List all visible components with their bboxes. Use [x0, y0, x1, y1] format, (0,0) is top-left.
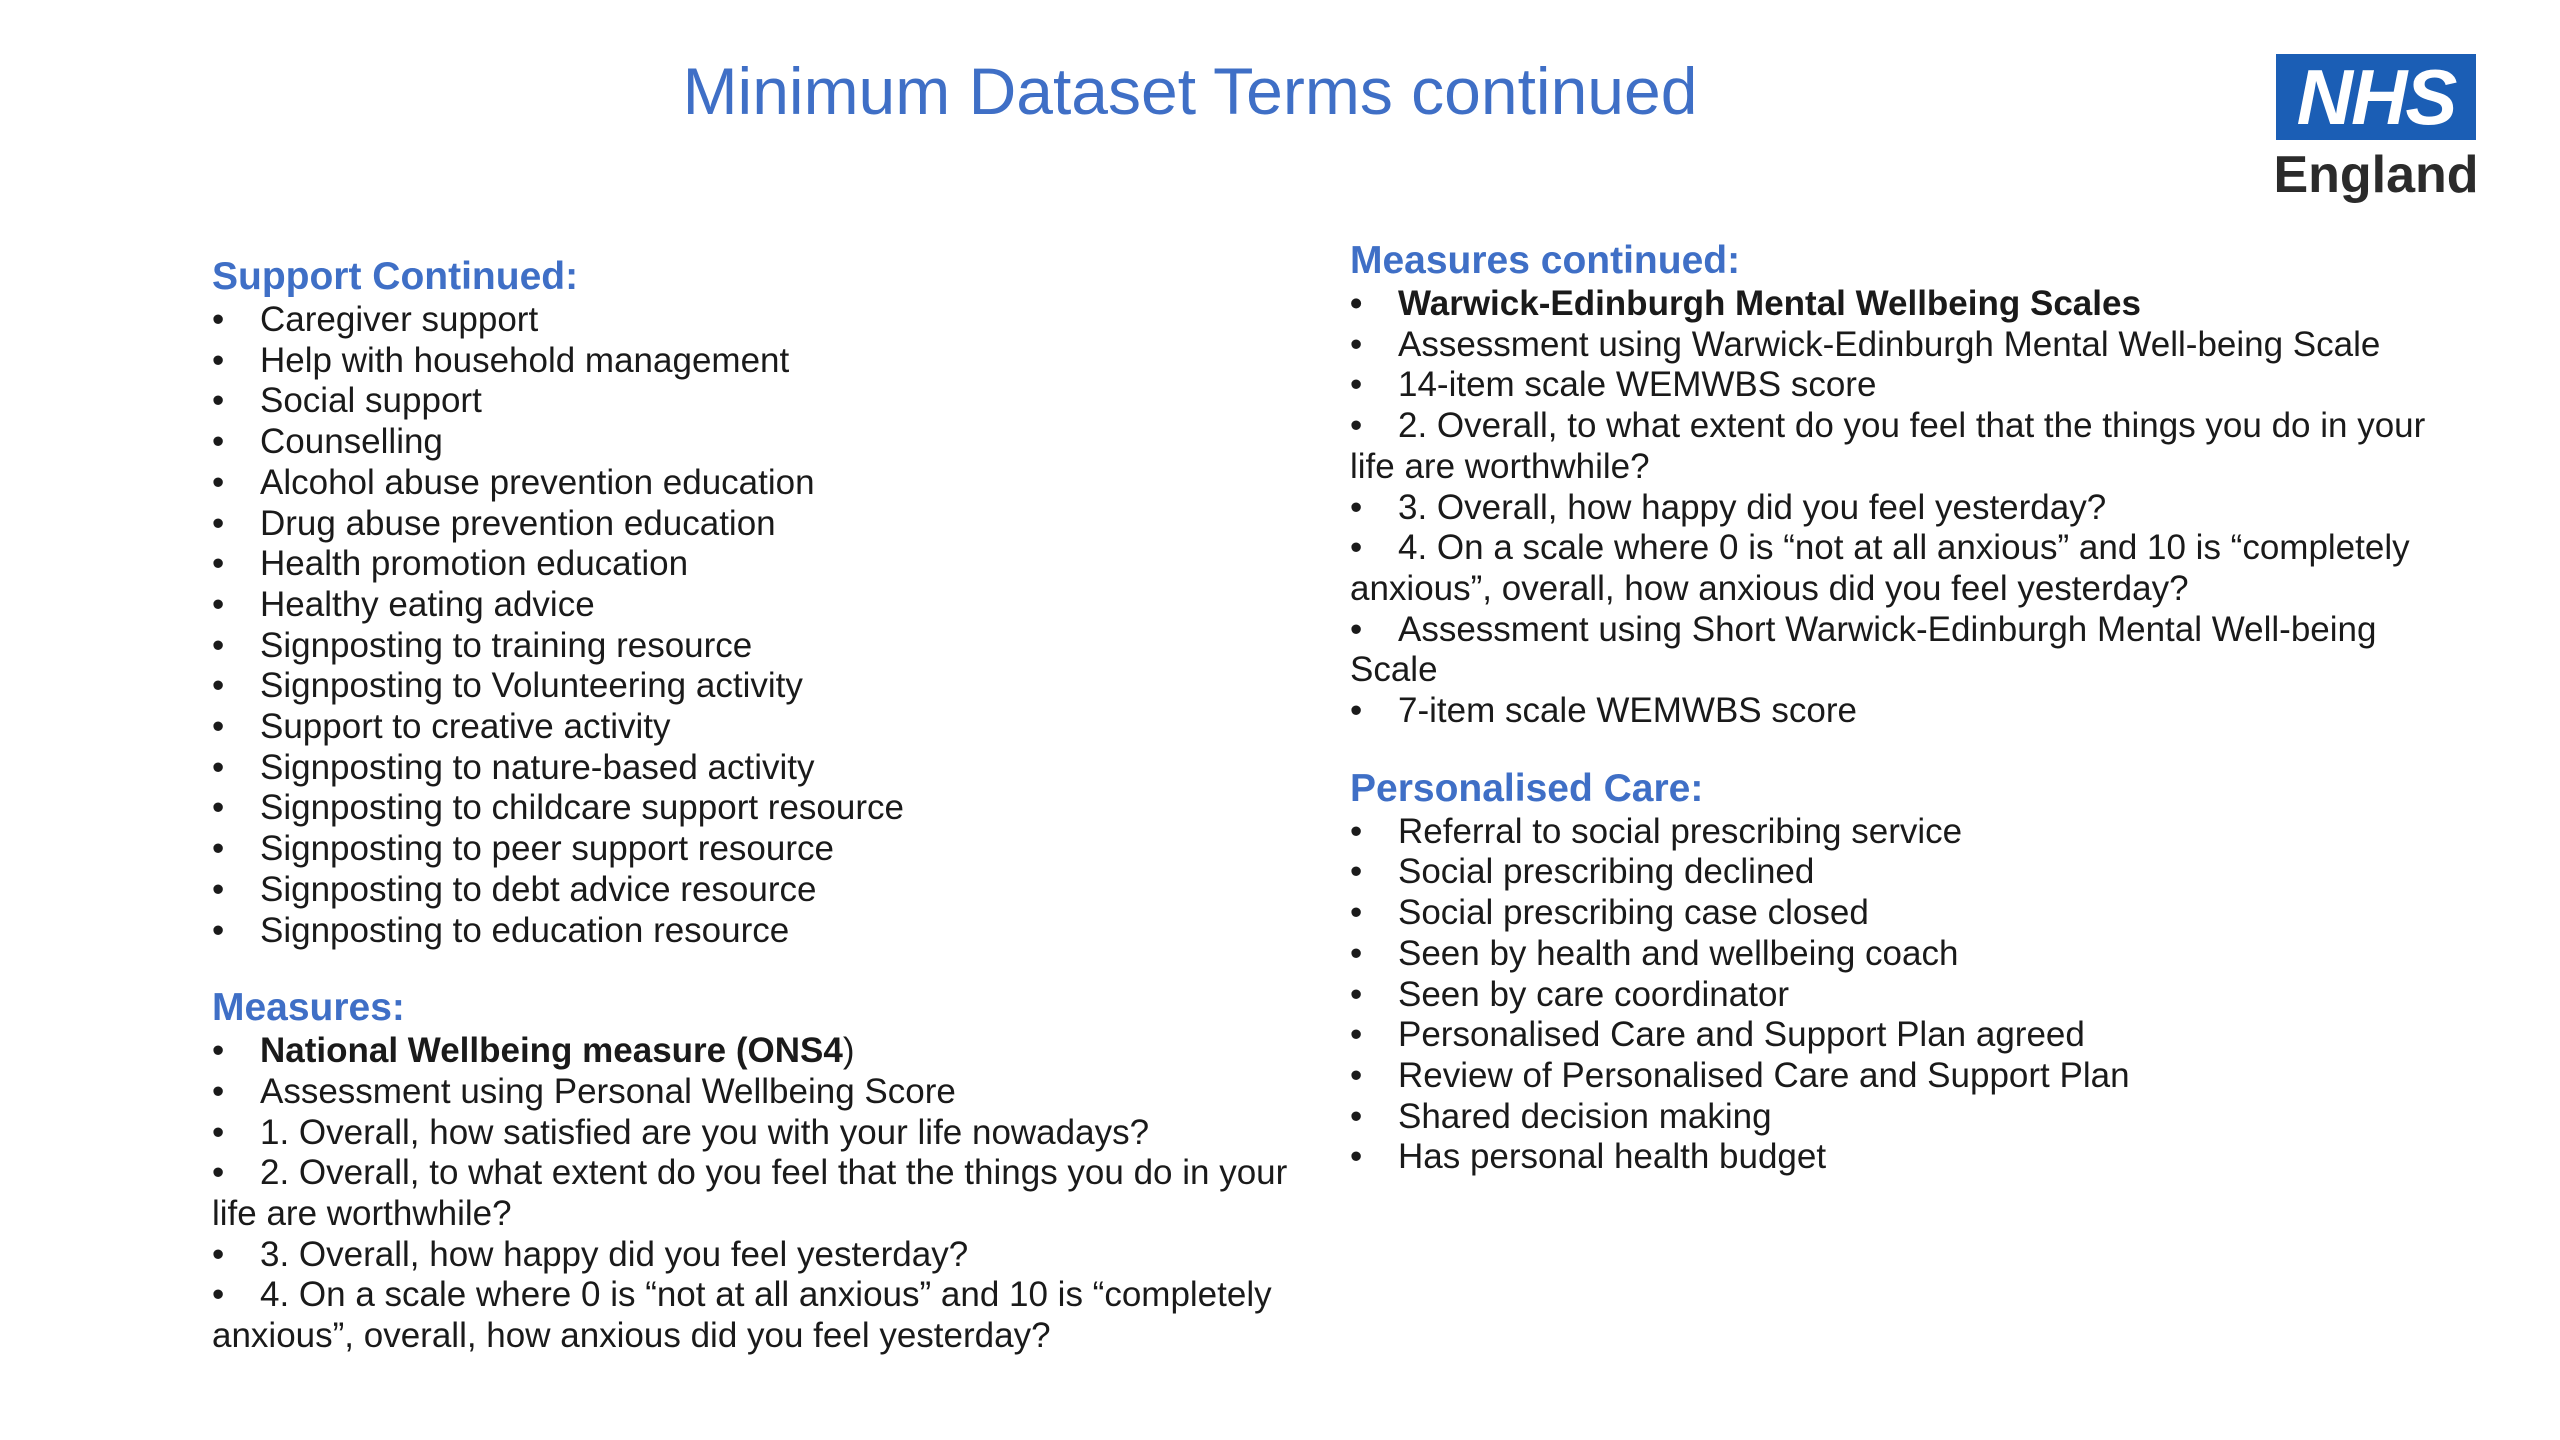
- list-item-text: 2. Overall, to what extent do you feel that the things you do in your life are worthwhile?: [212, 1153, 1288, 1234]
- list-item: • Assessment using Short Warwick-Edinburgh Mental Well-being Scale: [1350, 609, 2377, 690]
- list-item: • Health promotion education: [212, 544, 1292, 585]
- list-item: • Social prescribing declined: [1350, 852, 2460, 893]
- list-item: • Signposting to Volunteering activity: [212, 666, 1292, 707]
- list-item: • Signposting to training resource: [212, 626, 1292, 667]
- list-item: • 2. Overall, to what extent do you feel that the things you do in your life are worthwhile?: [212, 1153, 1288, 1234]
- list-item: • Healthy eating advice: [212, 585, 1292, 626]
- list-item: • Referral to social prescribing service: [1350, 812, 2460, 853]
- list-item: • 7-item scale WEMWBS score: [1350, 691, 2460, 732]
- left-column: [212, 254, 1292, 1357]
- list-item-text: 4. On a scale where 0 is “not at all anxious” and 10 is “completely anxious”, overall, how anxious did you feel yesterday?: [212, 1275, 1272, 1356]
- list-item: • Support to creative activity: [212, 707, 1292, 748]
- personalised-care-list: [1350, 812, 2460, 1178]
- list-item: • Signposting to peer support resource: [212, 829, 1292, 870]
- list-item: • Drug abuse prevention education: [212, 504, 1292, 545]
- list-item: • 4. On a scale where 0 is “not at all anxious” and 10 is “completely anxious”, overall, how anxious did you feel yesterday?: [212, 1275, 1272, 1356]
- measures-continued-heading: Measures continued:: [1350, 239, 1741, 282]
- support-continued-heading: Support Continued:: [212, 255, 579, 298]
- list-item: • Signposting to debt advice resource: [212, 870, 1292, 911]
- list-item: • Social support: [212, 381, 1292, 422]
- list-item: • 4. On a scale where 0 is “not at all anxious” and 10 is “completely anxious”, overall, how anxious did you feel yesterday?: [1350, 528, 2410, 608]
- list-item-text: Assessment using Short Warwick-Edinburgh Mental Well-being Scale: [1350, 609, 2377, 690]
- list-item: • Assessment using Warwick-Edinburgh Mental Well-being Scale: [1350, 325, 2460, 366]
- list-item: [212, 1031, 1292, 1072]
- list-item: • Signposting to childcare support resource: [212, 788, 1292, 829]
- slide-title: Minimum Dataset Terms continued: [682, 54, 1698, 128]
- support-list: [212, 300, 1292, 951]
- ons4-label-tail: ): [842, 1031, 855, 1071]
- personalised-care-heading: Personalised Care:: [1350, 766, 1704, 810]
- list-item: • Seen by care coordinator: [1350, 975, 2460, 1016]
- list-item-text: 4. On a scale where 0 is “not at all anxious” and 10 is “completely anxious”, overall, how anxious did you feel yesterday?: [1350, 528, 2410, 608]
- list-item: • Shared decision making: [1350, 1097, 2460, 1138]
- measures-list: [212, 1031, 1292, 1357]
- list-item: • Signposting to education resource: [212, 911, 1292, 952]
- list-item: • Signposting to nature-based activity: [212, 748, 1292, 789]
- list-item: • Personalised Care and Support Plan agreed: [1350, 1015, 2460, 1056]
- list-item: • Counselling: [212, 422, 1292, 463]
- list-item: • 2. Overall, to what extent do you feel that the things you do in your life are worthwhile?: [1350, 406, 2426, 486]
- ons4-label: National Wellbeing measure (ONS4: [260, 1031, 843, 1071]
- list-item: • 1. Overall, how satisfied are you with your life nowadays?: [212, 1113, 1292, 1154]
- list-item: • 3. Overall, how happy did you feel yesterday?: [1350, 488, 2460, 529]
- measures-continued-list: [1350, 284, 2460, 732]
- measures-heading: Measures:: [212, 986, 405, 1030]
- list-item: • Seen by health and wellbeing coach: [1350, 934, 2460, 975]
- list-item: • Has personal health budget: [1350, 1137, 2460, 1178]
- list-item: • Social prescribing case closed: [1350, 893, 2460, 934]
- list-item: • Assessment using Personal Wellbeing Score: [212, 1072, 1292, 1113]
- list-item: • Help with household management: [212, 341, 1292, 382]
- nhs-logo-mark: NHS: [2276, 54, 2476, 140]
- nhs-logo-subtitle: England: [2273, 146, 2479, 204]
- list-item: • Warwick-Edinburgh Mental Wellbeing Scales: [1350, 284, 2460, 325]
- nhs-england-logo: [2272, 54, 2480, 206]
- list-item: • Review of Personalised Care and Support Plan: [1350, 1056, 2460, 1097]
- list-item: • 14-item scale WEMWBS score: [1350, 365, 2460, 406]
- right-column: [1350, 238, 2460, 1178]
- list-item: • Caregiver support: [212, 300, 1292, 341]
- list-item: • Alcohol abuse prevention education: [212, 463, 1292, 504]
- list-item: • 3. Overall, how happy did you feel yesterday?: [212, 1235, 1292, 1276]
- list-item-text: 2. Overall, to what extent do you feel that the things you do in your life are worthwhile?: [1350, 406, 2426, 486]
